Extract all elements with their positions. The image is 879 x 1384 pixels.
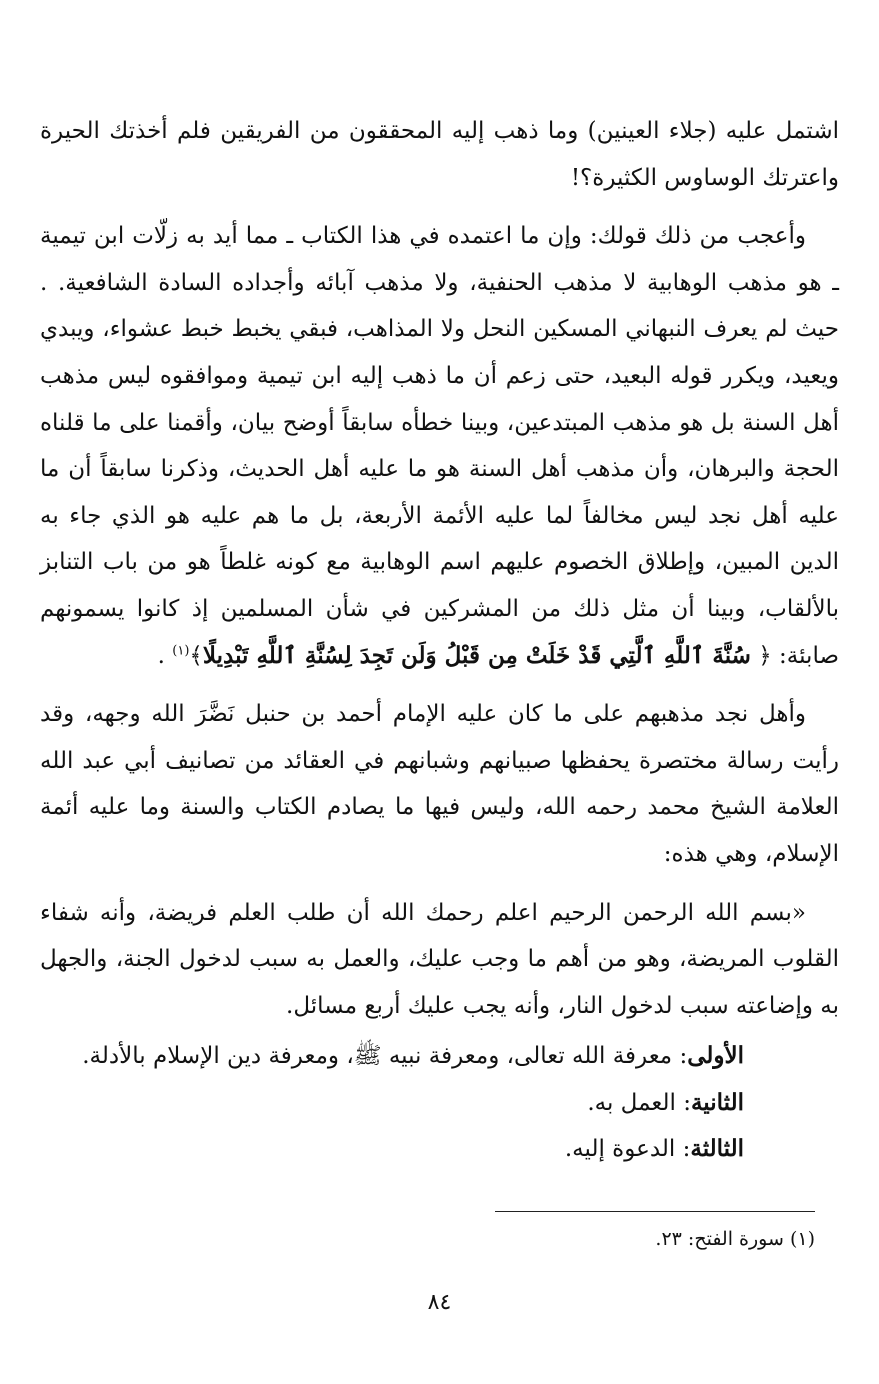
footnote-divider (495, 1211, 815, 1212)
quran-open-bracket: ﴿ (758, 642, 772, 669)
footnote-reference: (١) (172, 642, 190, 658)
list-item-label: الأولى (687, 1042, 744, 1070)
list-item-separator: : (672, 1043, 688, 1070)
paragraph-2-text: وأعجب من ذلك قولك: وإن ما اعتمده في هذا الكتاب ـ مما أيد به زلّات ابن تيمية ـ هو مذهب الوهابية لا مذهب الحنفية، ولا مذهب آبائه وأجداده السادة الشافعية. . حيث لم يعرف النبهاني المسكين النحل ولا المذاهب، فبقي يخبط خبط عشواء، ويبدي ويعيد، ويكرر قوله البعيد، حتى زعم أن ما ذهب إليه ابن تيمية وموافقوه ليس مذهب أهل السنة بل هو مذهب المبتدعين، وبينا خطأه سابقاً أوضح بيان، وأقمنا على ما قلناه الحجة والبرهان، وأن مذهب أهل السنة هو ما عليه أهل الحديث، وذكرنا سابقاً أن ما عليه أهل نجد ليس مخالفاً لما عليه الأئمة الأربعة، بل ما هم عليه هو الذي جاء به الدين المبين، وإطلاق الخصوم عليهم اسم الوهابية مع كونه غلطاً هو من باب التنابز بالألقاب، وبينا أن مثل ذلك من المشركين في شأن المسلمين إذ كانوا يسمونهم صابئة: (40, 223, 839, 669)
list-item-separator: : (675, 1089, 691, 1116)
paragraph-4: «بسم الله الرحمن الرحيم اعلم رحمك الله أن طلب العلم فريضة، وأنه شفاء القلوب المريضة، وهو من أهم ما وجب عليك، والعمل به سبب لدخول الجنة، والجهل به وإضاعته سبب لدخول النار، وأنه يجب عليك أربع مسائل. (40, 899, 839, 1019)
quran-verse: سُنَّةَ ٱللَّهِ ٱلَّتِي قَدْ خَلَتْ مِن قَبْلُ وَلَن تَجِدَ لِسُنَّةِ ٱللَّهِ تَبْدِيلًا (202, 641, 751, 669)
paragraph-2-end: . (157, 642, 165, 669)
list-item-label: الثالثة (690, 1135, 744, 1163)
list-item-text: الدعوة إليه. (564, 1136, 676, 1163)
paragraph-2 (40, 213, 839, 679)
footnote: (١) سورة الفتح: ٢٣. (655, 1228, 815, 1250)
quran-close-bracket: ﴾ (189, 642, 203, 669)
paragraph-1: اشتمل عليه (جلاء العينين) وما ذهب إليه المحققون من الفريقين فلم أخذتك الحيرة واعترتك الوساوس الكثيرة؟! (40, 118, 839, 191)
list-item-first (40, 1033, 839, 1080)
list-item-label: الثانية (690, 1088, 744, 1116)
main-text (40, 108, 839, 1173)
list-item-separator: : (675, 1136, 691, 1163)
list-item-second (40, 1080, 839, 1127)
paragraph-gap (40, 878, 839, 890)
list-item-text: معرفة الله تعالى، ومعرفة نبيه ﷺ، ومعرفة دين الإسلام بالأدلة. (82, 1043, 673, 1070)
list-item-text: العمل به. (587, 1089, 676, 1116)
paragraph-3: وأهل نجد مذهبهم على ما كان عليه الإمام أحمد بن حنبل نَضَّرَ الله وجهه، وقد رأيت رسالة مختصرة يحفظها صبيانهم وشبانهم في العقائد من تصانيف أبي عبد الله العلامة الشيخ محمد رحمه الله، وليس فيها ما يصادم الكتاب والسنة وما عليه أئمة الإسلام، وهي هذه: (40, 701, 839, 867)
paragraph-gap (40, 201, 839, 213)
list-item-third (40, 1126, 839, 1173)
page-number: ٨٤ (427, 1290, 452, 1315)
paragraph-gap (40, 679, 839, 691)
